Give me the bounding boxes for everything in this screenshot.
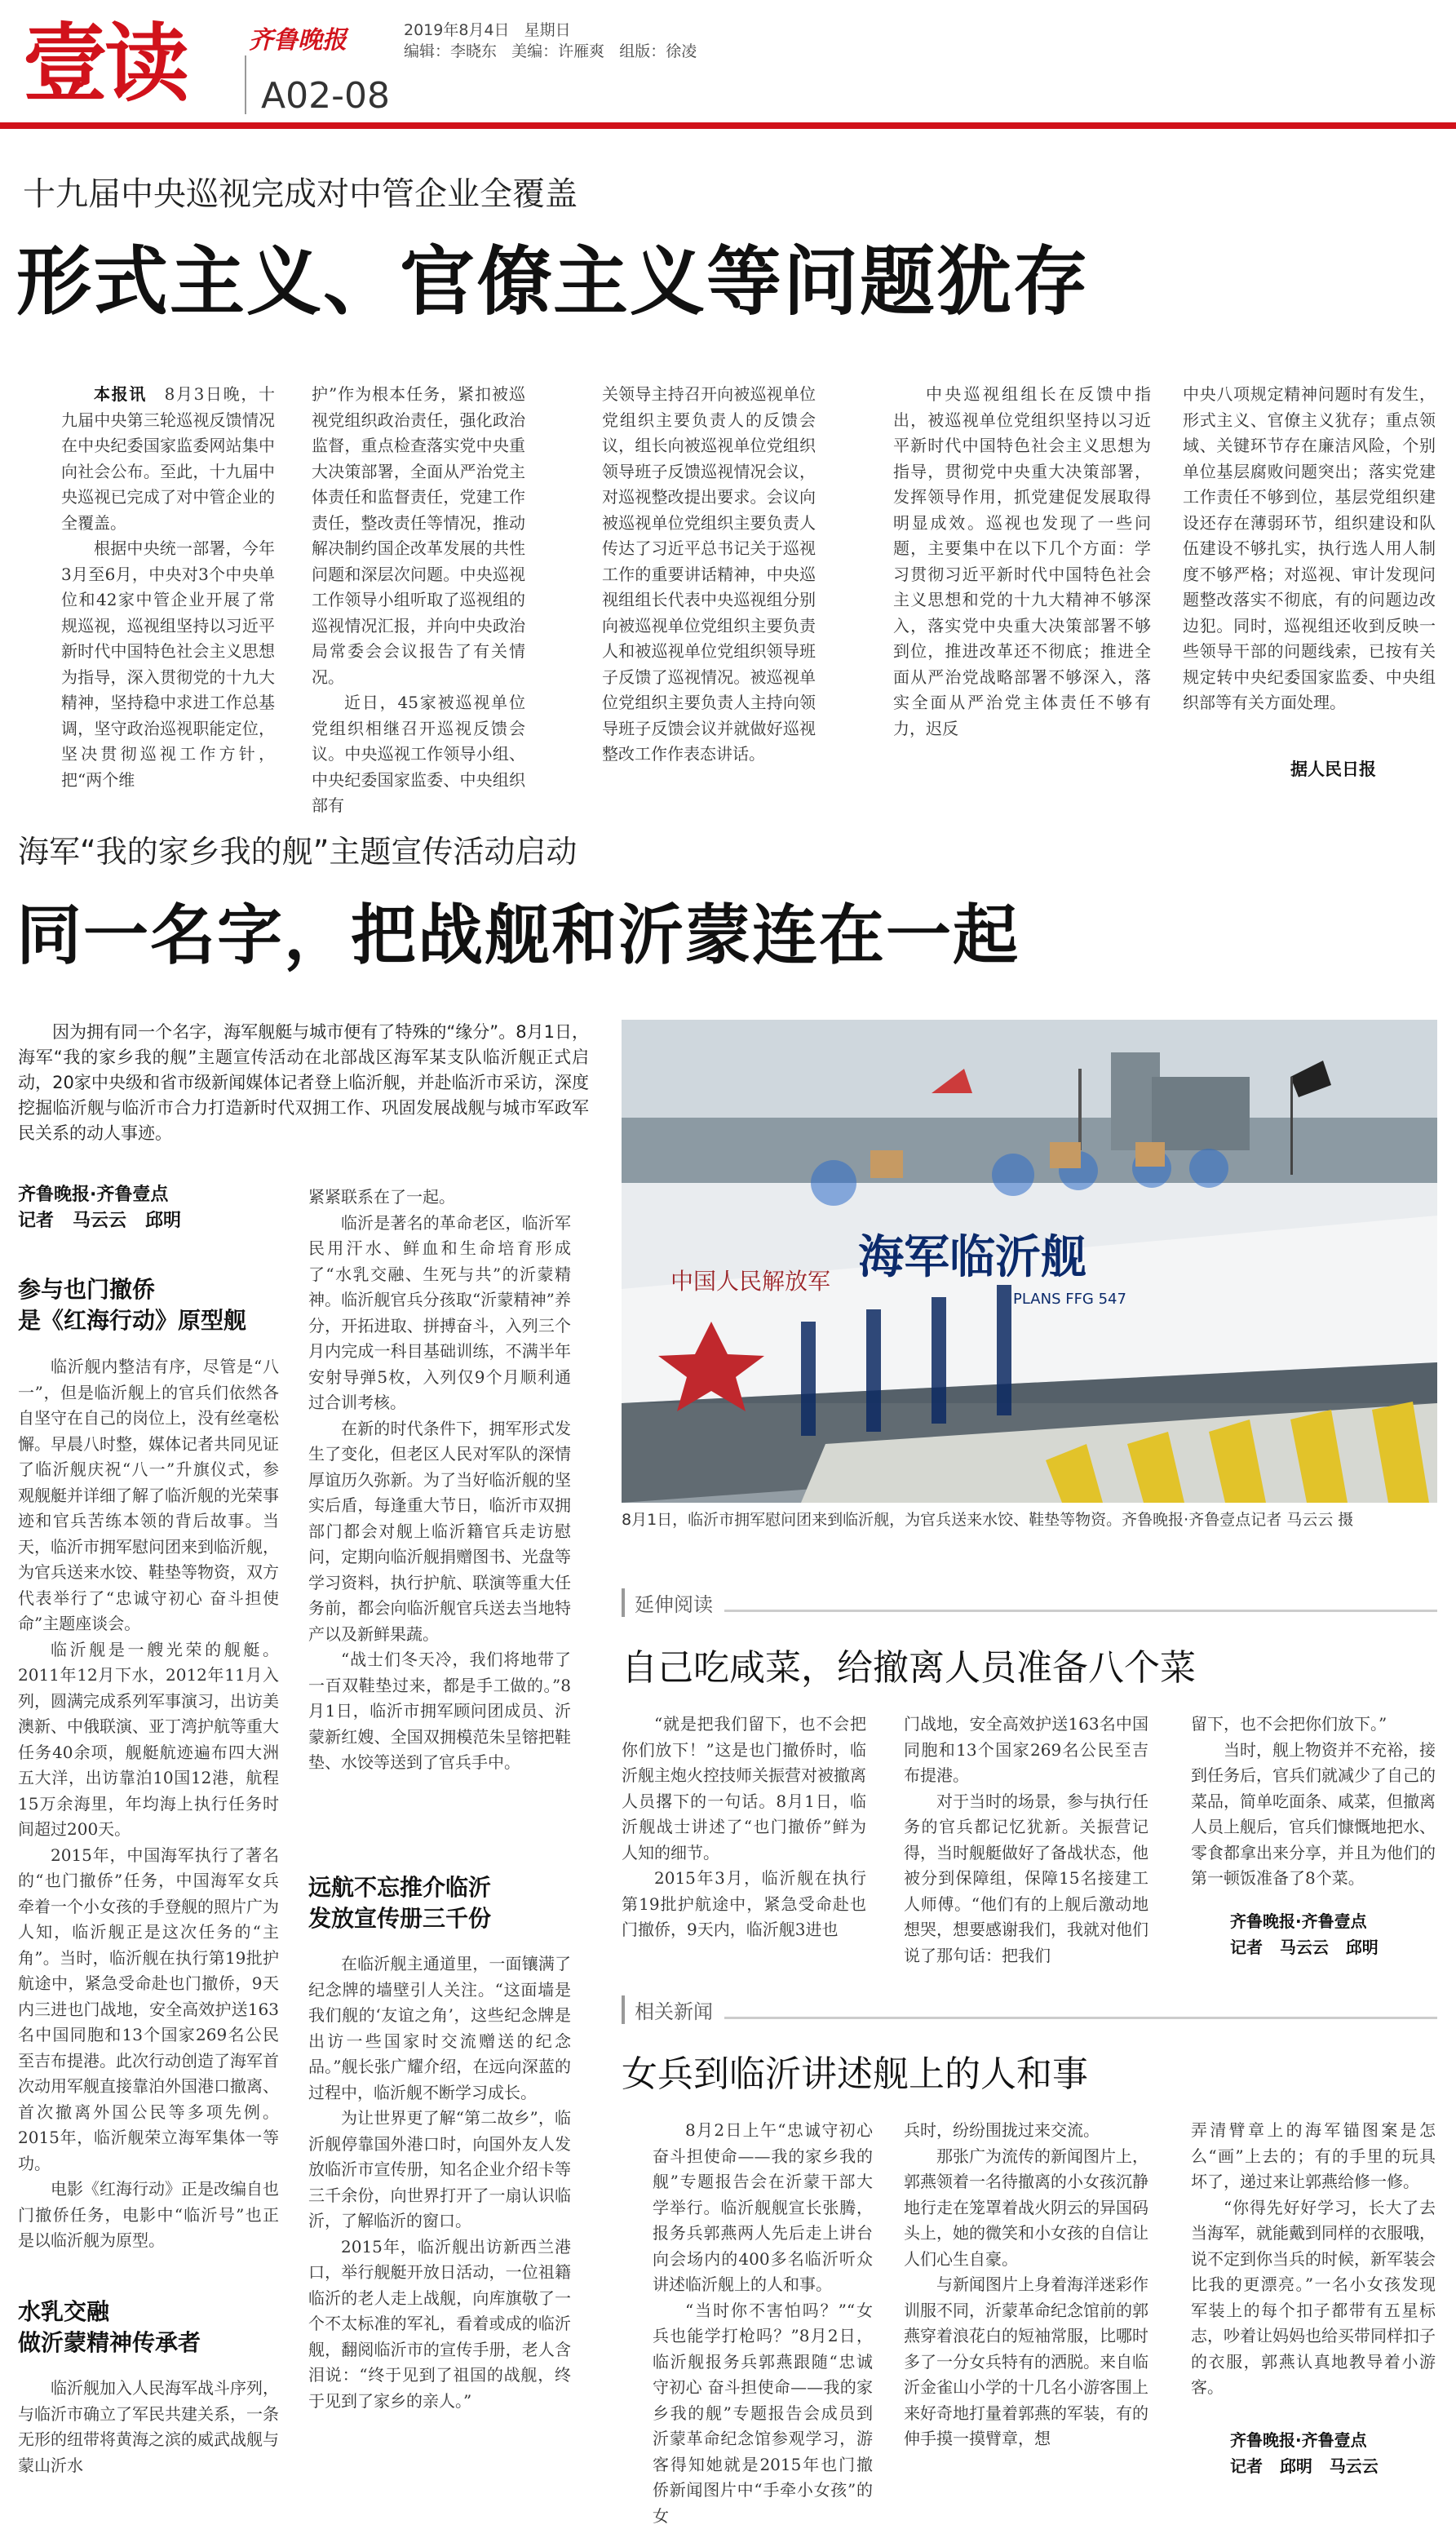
warship-photo <box>622 1020 1437 1503</box>
article2-subhead-2b: 做沂蒙精神传承者 <box>18 2327 201 2358</box>
article4-title: 女兵到临沂讲述舰上的人和事 <box>622 2044 1088 2097</box>
date-line: 2019年8月4日 星期日 <box>404 18 571 40</box>
article4-column-3 <box>1191 2118 1436 2412</box>
article2-mid-p4: “战士们冬天冷，我们将地带了一百双鞋垫过来，都是手工做的。”8月1日，临沂市拥军顾问团成员、沂蒙新红嫂、全国双拥模范朱呈镕把鞋垫、水饺等送到了官兵手中。 <box>308 1647 571 1776</box>
article4-tag: 相关新闻 <box>622 1995 724 2024</box>
article2-left-p5: 临沂舰加入人民海军战斗序列，与临沂市确立了军民共建关系，一条无形的纽带将黄海之滨的威武战舰与蒙山沂水 <box>18 2376 279 2478</box>
article3-byline-org: 齐鲁晚报·齐鲁壹点 <box>1230 1909 1367 1933</box>
article1-col1-p1: 8月3日晚，十九届中央第三轮巡视反馈情况在中央纪委国家监委网站集中向社会公布。至此，十九届中央巡视已完成了对中管企业的全覆盖。 <box>61 384 275 533</box>
page-number: A02-08 <box>261 75 390 117</box>
article4-tag-rule <box>622 2017 1437 2019</box>
article1-column-4 <box>893 382 1151 790</box>
article4-c3b: “你得先好好学习，长大了去当海军，就能戴到同样的衣服哦，说不定到你当兵的时候，新军装会比我的更漂亮。”一名小女孩发现军装上的每个扣子都带有五星标志，吵着让妈妈也给买带同样扣子的衣服，郭燕认真地教导着小游客。 <box>1191 2195 1436 2401</box>
article2-kicker: 海军“我的家乡我的舰”主题宣传活动启动 <box>18 826 577 871</box>
article4-c1b: “当时你不害怕吗？”“女兵也能学打枪吗？”8月2日，临沂舰报务兵郭燕跟随“忠诚守初心 奋斗担使命——我的家乡我的舰”专题报告会成员到沂蒙革命纪念馆参观学习，游客得知她就是2015年也门撤侨新闻图片中“手牵小女孩”的女 <box>653 2298 873 2529</box>
article2-subhead-3b: 发放宣传册三千份 <box>308 1903 491 1934</box>
article4-c1: 8月2日上午“忠诚守初心 奋斗担使命——我的家乡我的舰”专题报告会在沂蒙干部大学举行。临沂舰舰宣长张腾，报务兵郭燕两人先后走上讲台向会场内的400多名临沂听众讲述临沂舰上的人和事。 <box>653 2118 873 2298</box>
article2-left-p4: 电影《红海行动》正是改编自也门撤侨任务，电影中“临沂号”也正是以临沂舰为原型。 <box>18 2177 279 2254</box>
article3-column-2 <box>904 1712 1148 1985</box>
article1-headline: 形式主义、官僚主义等问题犹存 <box>16 222 1090 330</box>
article1-col5-p1: 中央八项规定精神问题时有发生，形式主义、官僚主义犹存；重点领域、关键环节存在廉洁风险，个别单位基层腐败问题突出；落实党建工作责任不够到位，基层党组织建设还存在薄弱环节，组织建设和队伍建设不够扎实，执行选人用人制度不够严格；对巡视、审计发现问题整改落实不彻底，有的问题边改边犯。同时，巡视组还收到反映一些领导干部的问题线索，已按有关规定转中央纪委国家监委、中央组织部等有关方面处理。 <box>1183 382 1436 716</box>
article1-column-1 <box>61 382 275 790</box>
article2-mid-p3: 在新的时代条件下，拥军形式发生了变化，但老区人民对军队的深情厚谊历久弥新。为了当好临沂舰的坚实后盾，每逢重大节日，临沂市双拥部门都会对舰上临沂籍官兵走访慰问，定期向临沂舰捐赠图书、光盘等学习资料，执行护航、联演等重大任务前，都会向临沂舰官兵送去当地特产以及新鲜果蔬。 <box>308 1416 571 1648</box>
photo-banner: 海军临沂舰 <box>858 1231 1086 1284</box>
article2-left-p1: 临沂舰内整洁有序，尽管是“八一”，但是临沂舰上的官兵们依然各自坚守在自己的岗位上，没有丝毫松懈。早晨八时整，媒体记者共同见证了临沂舰庆祝“八一”升旗仪式，参观舰艇并详细了解了临沂舰的光荣事迹和官兵苦练本领的背后故事。当天，临沂市拥军慰问团来到临沂舰，为官兵送来水饺、鞋垫等物资，双方代表举行了“忠诚守初心 奋斗担使命”主题座谈会。 <box>18 1354 279 1637</box>
editors-line: 编辑：李晓东 美编：许雁爽 组版：徐凌 <box>404 39 697 61</box>
article2-byline-org: 齐鲁晚报·齐鲁壹点 <box>18 1183 168 1207</box>
article4-c3: 弄清臂章上的海军锚图案是怎么“画”上去的；有的手里的玩具坏了，递过来让郭燕给修一修。 <box>1191 2118 1436 2195</box>
article3-c3b: 当时，舰上物资并不充裕，接到任务后，官兵们就减少了自己的菜品，简单吃面条、咸菜，但撤离人员上舰后，官兵们慷慨地把水、零食都拿出来分享，并且为他们的第一顿饭准备了8个菜。 <box>1191 1738 1436 1892</box>
article2-left-column-end <box>18 2376 279 2490</box>
article1-col4-p1: 中央巡视组组长在反馈中指出，被巡视单位党组织坚持以习近平新时代中国特色社会主义思想为指导，贯彻党中央重大决策部署，发挥领导作用，抓党建促发展取得明显成效。巡视也发现了一些问题，主要集中在以下几个方面：学习贯彻习近平新时代中国特色社会主义思想和党的十九大精神不够深入，落实党中央重大决策部署不够到位，推进改革还不彻底；推进全面从严治党战略部署不够深入，落实全面从严治党主体责任不够有力，迟反 <box>893 382 1151 742</box>
article2-subhead-3a: 远航不忘推介临沂 <box>308 1872 491 1903</box>
article2-subhead-1b: 是《红海行动》原型舰 <box>18 1305 246 1336</box>
article2-subhead-2a: 水乳交融 <box>18 2296 109 2327</box>
article3-column-1 <box>622 1712 866 1985</box>
article2-mid-p7: 2015年，临沂舰出访新西兰港口，举行舰艇开放日活动，一位祖籍临沂的老人走上战舰，向库旗敬了一个不太标准的军礼，看着或成的临沂舰，翻阅临沂市的宣传手册，老人含泪说：“终于见到了祖国的战舰，终于见到了家乡的亲人。” <box>308 2234 571 2415</box>
paper-name: 齐鲁晚报 <box>249 20 347 55</box>
article4-c2b: 那张广为流传的新闻图片上，郭燕领着一名待撤离的小女孩沉静地行走在笼罩着战火阴云的异国码头上，她的微笑和小女孩的自信让人们心生自豪。 <box>904 2144 1148 2273</box>
article3-column-3 <box>1191 1712 1436 1907</box>
article1-column-2 <box>312 382 525 790</box>
article3-tag: 延伸阅读 <box>622 1588 724 1617</box>
article2-left-column <box>18 1354 279 2292</box>
article1-column-3 <box>602 382 816 790</box>
article2-mid-p2: 临沂是著名的革命老区，临沂军民用汗水、鲜血和生命培育形成了“水乳交融、生死与共”的沂蒙精神。临沂舰官兵分孩取“沂蒙精神”养分，开拓进取、拼搏奋斗，入列三个月内完成一科目基础训练，不满半年安射导弹5枚，入列仅9个月顺利通过合训考核。 <box>308 1211 571 1416</box>
header-divider <box>245 55 246 114</box>
photo-banner-small: 中国人民解放军 <box>670 1268 830 1295</box>
article2-mid-p5: 在临沂舰主通道里，一面镶满了纪念牌的墙壁引人关注。“这面墙是我们舰的‘友谊之角’，这些纪念牌是出访一些国家时交流赠送的纪念品。”舰长张广耀介绍，在远向深蓝的过程中，临沂舰不断学习成长。 <box>308 1951 571 2106</box>
article2-mid-column <box>308 1185 571 1878</box>
article4-byline-org: 齐鲁晚报·齐鲁壹点 <box>1230 2428 1367 2452</box>
warship-photo-illustration <box>622 1020 1437 1503</box>
article3-c2b: 对于当时的场景，参与执行任务的官兵都记忆犹新。关振营记得，当时舰艇做好了备战状态，他被分到保障组，保障15名接建工人师傅。“他们有的上舰后激动地想哭，想要感谢我们，我就对他们说了那句话：把我们 <box>904 1789 1148 1969</box>
photo-caption: 8月1日，临沂市拥军慰问团来到临沂舰，为官兵送来水饺、鞋垫等物资。齐鲁晚报·齐鲁壹点记者 马云云 摄 <box>622 1508 1437 1530</box>
article4-c2: 兵时，纷纷围拢过来交流。 <box>904 2118 1148 2144</box>
article2-left-p3: 2015年，中国海军执行了著名的“也门撤侨”任务，中国海军女兵牵着一个小女孩的手登舰的照片广为人知，临沂舰正是这次任务的“主角”。当时，临沂舰在执行第19批护航途中，紧急受命赴也门撤侨，9天内三进也门战地，安全高效护送163名中国同胞和13个国家269名公民至吉布提港。此次行动创造了海军首次动用军舰直接靠泊外国港口撤离、首次撤离外国公民等多项先例。2015年，临沂舰荣立海军集体一等功。 <box>18 1843 279 2177</box>
article4-column-1 <box>653 2118 873 2493</box>
article2-mid-column-end <box>308 1951 571 2490</box>
article3-tag-rule <box>622 1610 1437 1612</box>
article3-byline-reporters: 记者 马云云 邱明 <box>1230 1935 1379 1960</box>
photo-hull: PLANS FFG 547 <box>1013 1291 1126 1308</box>
article1-col2-p2: 近日，45家被巡视单位党组织相继召开巡视反馈会议。中央巡视工作领导小组、中央纪委国家监委、中央组织部有 <box>312 690 525 819</box>
article2-mid-p6: 为让世界更了解“第二故乡”，临沂舰停靠国外港口时，向国外友人发放临沂市宣传册，知名企业介绍卡等三千余份，向世界打开了一扇认识临沂，了解临沂的窗口。 <box>308 2106 571 2234</box>
article1-lead: 本报讯 <box>94 384 147 404</box>
article3-title: 自己吃咸菜，给撤离人员准备八个菜 <box>622 1638 1196 1690</box>
article1-kicker: 十九届中央巡视完成对中管企业全覆盖 <box>23 168 578 215</box>
article4-byline-reporters: 记者 邱明 马云云 <box>1230 2454 1379 2478</box>
header-rule <box>0 122 1456 129</box>
article1-column-5 <box>1183 382 1436 761</box>
article4-c2c: 与新闻图片上身着海洋迷彩作训服不同，沂蒙革命纪念馆前的郭燕穿着浪花白的短袖常服，比哪时多了一分女兵特有的洒脱。来自临沂金雀山小学的十几名小游客围上来好奇地打量着郭燕的军装，有的伸手摸一摸臂章，想 <box>904 2272 1148 2452</box>
article2-lead: 因为拥有同一个名字，海军舰艇与城市便有了特殊的“缘分”。8月1日，海军“我的家乡我的舰”主题宣传活动在北部战区海军某支队临沂舰正式启动，20家中央级和省市级新闻媒体记者登上临沂舰，并赴临沂市采访，深度挖掘临沂舰与临沂市合力打造新时代双拥工作、巩固发展战舰与城市军政军民关系的动人事迹。 <box>18 1020 589 1150</box>
article1-col3-p1: 关领导主持召开向被巡视单位党组织主要负责人的反馈会议，组长向被巡视单位党组织领导班子反馈巡视情况会议，对巡视整改提出要求。会议向被巡视单位党组织主要负责人传达了习近平总书记关于巡视工作的重要讲话精神，中央巡视组组长代表中央巡视组分别向被巡视单位党组织主要负责人和被巡视单位党组织领导班子反馈了巡视情况。被巡视单位党组织主要负责人主持向领导班子反馈会议并就做好巡视整改工作作表态讲话。 <box>602 382 816 768</box>
section-logo: 壹读 <box>23 15 227 113</box>
article2-mid-p1: 紧紧联系在了一起。 <box>308 1185 571 1211</box>
article3-c1b: 2015年3月，临沂舰在执行第19批护航途中，紧急受命赴也门撤侨，9天内，临沂舰3进也 <box>622 1866 866 1943</box>
article2-subhead-1a: 参与也门撤侨 <box>18 1274 155 1305</box>
article1-source: 据人民日报 <box>1290 756 1376 781</box>
article2-left-p2: 临沂舰是一艘光荣的舰艇。2011年12月下水，2012年11月入列，圆满完成系列军事演习，出访美澳新、中俄联演、亚丁湾护航等重大任务40余项，舰艇航迹遍布四大洲五大洋，出访靠泊10国12港，航程15万余海里，年均海上执行任务时间超过200天。 <box>18 1637 279 1843</box>
article1-col1-p2: 根据中央统一部署，今年3月至6月，中央对3个中央单位和42家中管企业开展了常规巡视，巡视组坚持以习近平新时代中国特色社会主义思想为指导，深入贯彻党的十九大精神，坚持稳中求进工作总基调，坚守政治巡视职能定位，坚决贯彻巡视工作方针，把“两个维 <box>61 536 275 793</box>
article2-byline-reporters: 记者 马云云 邱明 <box>18 1209 181 1233</box>
article3-c2: 门战地，安全高效护送163名中国同胞和13个国家269名公民至吉布提港。 <box>904 1712 1148 1789</box>
article4-column-2 <box>904 2118 1148 2493</box>
article2-headline: 同一名字，把战舰和沂蒙连在一起 <box>16 883 1020 977</box>
article1-col2-p1: 护”作为根本任务，紧扣被巡视党组织政治责任，强化政治监督，重点检查落实党中央重大决策部署，全面从严治党主体责任和监督责任，党建工作责任，整改责任等情况，推动解决制约国企改革发展的共性问题和深层次问题。中央巡视工作领导小组听取了巡视组的巡视情况汇报，并向中央政治局常委会会议报告了有关情况。 <box>312 382 525 690</box>
article3-c3: 留下，也不会把你们放下。” <box>1191 1712 1436 1738</box>
article3-c1: “就是把我们留下，也不会把你们放下！”这是也门撤侨时，临沂舰主炮火控技师关振营对被撤离人员撂下的一句话。8月1日，临沂舰战士讲述了“也门撤侨”鲜为人知的细节。 <box>622 1712 866 1866</box>
